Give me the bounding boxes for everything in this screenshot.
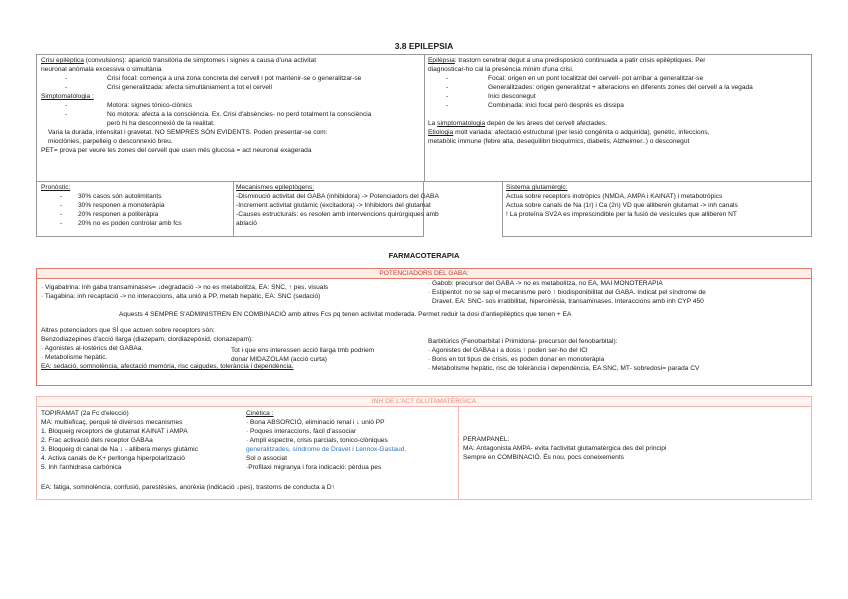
- divider: [424, 54, 425, 182]
- crisi-line: Crisi epilèptica (convulsions): aparició transitòria de simptomes i signes a causa d'una activitat: [41, 57, 317, 64]
- gaba-note: Aquests 4 SEMPRE S'ADMINISTREN EN COMBINACIÓ amb altres Fcs pq tenen activitat moderada. Permet reduir la dosi d'antiepilèptics que tenen + EA: [119, 311, 572, 318]
- crisi-line: PET= prova per veure les zones del cervell que usen més glucosa = act neuronal exagerada: [41, 147, 312, 154]
- topiramat-item: 3. Bloqueig di canal de Na ↓ - allibera menys glutàmic: [41, 446, 198, 453]
- gabob-line: · Gabob: precursor del GABA -> no es metabolitza, no EA, MAI MONOTERAPIA: [428, 280, 663, 287]
- topiramat-title: TOPIRAMAT (2a Fc d'elecció): [41, 410, 129, 417]
- page-title: 3.8 EPILEPSIA: [394, 41, 454, 51]
- benzo-item: · Metabolisme hepàtic.: [41, 354, 108, 361]
- epilepsia-line: - Combinada: inici focal però després es dissipa: [446, 102, 624, 109]
- perampanel-item: MA: Antagonista AMPA- evita l'activitat glutamatèrgica des del principi: [463, 445, 667, 452]
- epilepsia-line: Etiologia molt variada: afectació estructural (per lesió congènita o adquirida), genètic, infeccions,: [428, 129, 710, 136]
- cinetica-item: · Poques interaccions, fàcil d'associar: [246, 428, 357, 435]
- topiramat-item: 1. Bloqueig receptors de glutamat KAINAT i AMPA: [41, 428, 188, 435]
- glutamergic-item: Actua sobre receptors inotròpics (NMDA, AMPA i KAINAT) i metabotròpics: [506, 193, 723, 200]
- pronostic-title: Pronòstic:: [41, 184, 71, 191]
- barb-item: · Bons en tot tipus de crisis, es poden donar en monoteràpia: [428, 356, 605, 363]
- mecanismes-item: ablació: [236, 220, 257, 227]
- topiramat-item: 5. Inh l'anhidrasa carbònica: [41, 464, 122, 471]
- barb-item: · Metabolisme hepàtic, risc de tolerància i dependència, EA SNC, MT- sobredosi= parada CV: [428, 365, 700, 372]
- gaba-header: POTENCIADORS DEL GABA:: [36, 268, 812, 279]
- barb-title: Barbitúrics (Fenobarbital i Primidona- precursor del fenobarbital):: [428, 338, 618, 345]
- epilepsia-line: metabòlic immune (febre alta, desequilibri bioquímics, diabetis, Alzheimer..) o desconegut: [428, 138, 690, 145]
- tiagabina-line: · Tiagabina: inh recaptació -> no interaccions, alta unió a PP, metab hepàtic, EA: SNC (sedació): [41, 293, 321, 300]
- crisi-line: - No motora: afecta a la consciència. Ex. Crisi d'absències- no perd totalment la consciència: [65, 111, 372, 118]
- benzo-title: Benzodiazepines d'acció llarga (diazepam, clordiazepòxid, clonazepam):: [41, 336, 254, 343]
- pronostic-item: - 20% responen a politeràpia: [60, 211, 159, 218]
- topiramat-item: 4. Activa canals de K+ perllonga hiperpolarització: [41, 455, 185, 462]
- cinetica-item: · Bona ABSORCIÓ, eliminació renal i ↓ unió PP: [246, 419, 385, 426]
- estipentol-line: · Estipentol: no se sap el mecanisme però ↑ biodisponibilitat del GABA. Indicat pel síndrome de: [428, 289, 706, 296]
- mecanismes-item: -Causes estructurals: es resolen amb intervencions quirúrgiques amb: [236, 211, 439, 218]
- pronostic-item: - 30% responen a monoteràpia: [60, 202, 165, 209]
- crisi-line: Varia la durada, intensitat i gravetat. NO SEMPRES SÓN EVIDENTS. Poden presentar-se com:: [48, 129, 328, 136]
- pronostic-item: - 30% casos són autolimitants: [60, 193, 162, 200]
- perampanel-item: Sempre en COMBINACIÓ. És nou, pocs coneixements: [463, 454, 624, 461]
- estipentol-line: Dravet. EA: SNC- sos irratibilitat, hipercinèsia, transaminases. Interaccions amb inh CYP 450: [432, 298, 704, 305]
- epilepsia-line: diagnosticar-ho cal la presència mínim d'una crisi.: [428, 66, 574, 73]
- barb-item: · Agonistes del GABAa i a dosis ↑ poden ser-ho del ICl: [428, 347, 588, 354]
- epilepsia-line: - Inici desconegut: [446, 93, 536, 100]
- crisi-line: - Motora: signes tònico-clònics: [65, 102, 193, 109]
- topiramat-ea: EA: fatiga, somnolència, confusió, parestèsies, anorèxia (indicació ↓pes), trastorns de conducta a D↑: [41, 484, 335, 491]
- topiramat-item: 2. Frac activació dels receptor GABAa: [41, 437, 153, 444]
- pronostic-item: - 20% no es poden controlar amb fcs: [60, 220, 182, 227]
- cinetica-item: Sol o associat: [246, 455, 288, 462]
- crisi-line: neuronal anòmala excessiva o simultània: [41, 66, 162, 73]
- cinetica-title: Cinètica :: [246, 410, 274, 417]
- mecanismes-item: -Disminució activitat del GABA (inhibidora) -> Potenciadors del GABA: [236, 193, 439, 200]
- mecanismes-item: -Increment activitat glutàmic (excitadora) -> Inhibidors del glutamat: [236, 202, 431, 209]
- crisi-line: Simptomatologia :: [41, 93, 94, 100]
- altres-line: Altres potenciadors que SÍ que actuen sobre receptors són:: [41, 327, 215, 334]
- crisi-line: - Crisi focal: comença a una zona concreta del cervell i pot mantenir-se o generalitzar-se: [65, 75, 362, 82]
- epilepsia-line: - Generalitzades: origen generalitzat + alteracions en diferents zones del cervell a la vegada: [446, 84, 753, 91]
- topiramat-item: MA: multieficaç, perquè té diversos mecanismes: [41, 419, 183, 426]
- benzo-item: EA: sedació, somnolència, afectació memòria, risc caigudes, tolerància i dependència.: [41, 363, 294, 370]
- cinetica-item: ·Profilaxi migranya i fora indicació: pèrdua pes: [246, 464, 382, 471]
- glutamergic-item: ! La proteïna SV2A es imprescindible per la fusió de vesícules que alliberen NT: [506, 211, 737, 218]
- divider: [458, 407, 459, 500]
- benzo-note: Tot i que ens interessen acció llarga tmb podriem: [231, 347, 375, 354]
- glutamergic-title: Sistema glutamèrgic:: [506, 184, 568, 191]
- perampanel-title: PERAMPANEL:: [463, 436, 510, 443]
- glut-header: INH DE L'ACT GLUTAMATÈRGICA: [36, 396, 812, 407]
- cinetica-item: generalitzades, síndrome de Dravet i Lennox-Gastaud.: [246, 446, 407, 453]
- benzo-note: donar MIDAZOLAM (acció curta): [231, 356, 328, 363]
- glutamergic-item: Actua sobre canals de Na (1r) i Ca (2n) VD que alliberen glutamat -> inh canals: [506, 202, 738, 209]
- crisi-line: però hi ha desconnexió de la realitat.: [107, 120, 215, 127]
- cinetica-item: · Ampli espectre, crisis parcials, tonico-clòniques: [246, 437, 388, 444]
- crisi-line: - Crisi generalitzada: afecta simultàniament a tot el cervell: [65, 84, 272, 91]
- benzo-item: · Agonistes al·lostèrics del GABAa.: [41, 345, 144, 352]
- epilepsia-line: - Focal: origen en un punt localitzat del cervell- pot arribar a generalitzar-se: [446, 75, 704, 82]
- vigabatrina-line: · Vigabatrina: inh gaba transaminases= ↓degradació -> no es metabolitza, EA: SNC, ↑ pes, visuals: [41, 284, 329, 291]
- epilepsia-line: Epilèpsia: trastorn cerebral degut a una predisposició continuada a patir crisis epilèptiques. Per: [428, 57, 706, 64]
- mecanismes-title: Mecanismes epileptògens:: [236, 184, 315, 191]
- farmacoterapia-title: FARMACOTERAPIA: [388, 251, 460, 260]
- crisi-line: mioclònies, parpelleig o desconnexió breu.: [48, 138, 173, 145]
- epilepsia-line: La simptomatologia depèn de les àrees del cervell afectades.: [428, 120, 607, 127]
